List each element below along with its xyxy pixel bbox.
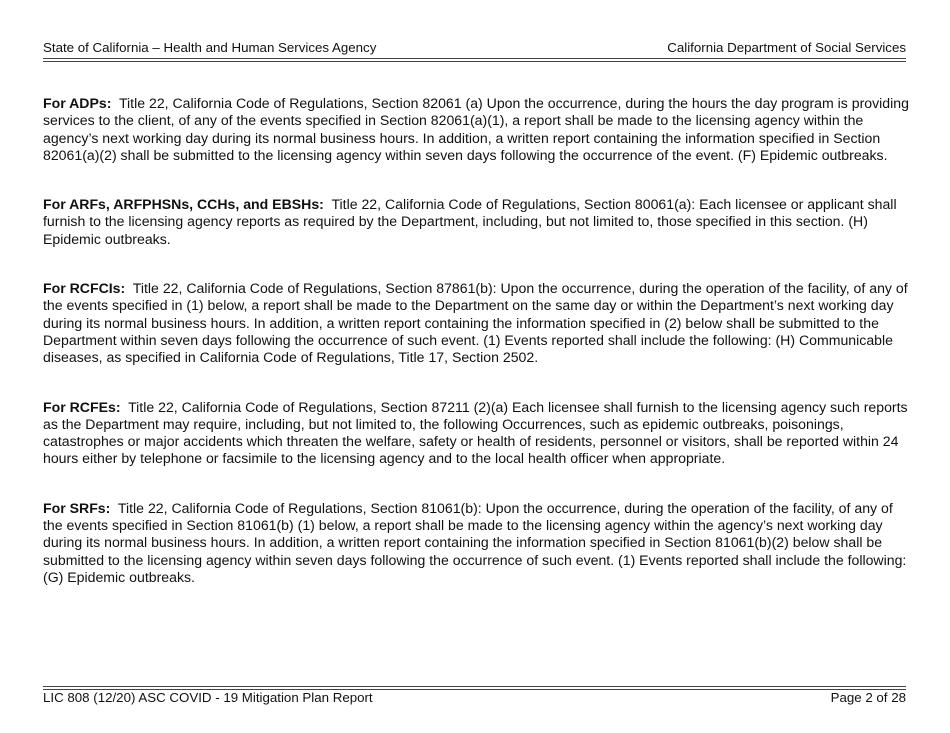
paragraph-rcfes [43, 399, 910, 468]
paragraph-text: Title 22, California Code of Regulations, Section 80061(a): Each licensee or applicant shall furnish to the licensing agency reports as required by the Department, including, but not limited to, those specified in this section. (H) Epidemic outbreaks. [43, 196, 897, 247]
paragraph-label: For SRFs: [43, 499, 111, 516]
paragraph-text: Title 22, California Code of Regulations, Section 87211 (2)(a) Each licensee shall furnish to the licensing agency such reports as the Department may require, including, but not limited to, the following Occurrences, such as epidemic outbreaks, poisonings, catastrophes or major accidents which threaten the welfare, safety or health of residents, personnel or visitors, shall be reported within 24 hours either by telephone or facsimile to the licensing agency and to the local health officer when appropriate. [43, 398, 908, 467]
header-agency: State of California – Health and Human Services Agency [43, 40, 377, 55]
paragraph-label: For ADPs: [43, 95, 112, 111]
paragraph-label: For ARFs, ARFPHSNs, CCHs, and EBSHs: [43, 196, 324, 213]
paragraph-rcfcis [43, 280, 910, 366]
paragraph-text: Title 22, California Code of Regulations, Section 87861(b): Upon the occurrence, during the operation of the facility, of any of the events specified in (1) below, a report shall be made to the Department on the same day or within the Department’s next working day during its normal business hours. In addition, a written report containing the information specified in (2) below shall be submitted to the Department within seven days following the occurrence of such event. (1) Events reported shall include the following: (H) Communicable diseases, as specified in California Code of Regulations, Title 17, Section 2502. [43, 280, 908, 366]
paragraph-label: For RCFEs: [43, 398, 121, 415]
footer-divider [43, 686, 906, 687]
header-department: California Department of Social Services [667, 40, 906, 55]
paragraph-arfs [43, 196, 910, 248]
paragraph-srfs [43, 500, 910, 586]
paragraph-text: Title 22, California Code of Regulations, Section 81061(b): Upon the occurrence, during the operation of the facility, of any of the events specified in Section 81061(b) (1) below, a report shall be made to the licensing agency within the agency’s next working day during its normal business hours. In addition, a written report containing the information specified in Section 81061(b)(2) below shall be submitted to the licensing agency within seven days following the occurrence of such event. (1) Events reported shall include the following: (G) Epidemic outbreaks. [43, 499, 907, 585]
document-body [43, 95, 910, 618]
paragraph-text: Title 22, California Code of Regulations, Section 82061 (a) Upon the occurrence, during the hours the day program is providing services to the client, of any of the events specified in Section 82061(a)(1), a report shall be made to the licensing agency within the agency’s next working day during its normal business hours. In addition, a written report containing the information specified in Section 82061(a)(2) shall be submitted to the licensing agency within seven days following the occurrence of the event. (F) Epidemic outbreaks. [43, 95, 909, 163]
page-header [43, 40, 906, 60]
paragraph-adps [43, 95, 910, 164]
footer-form-id: LIC 808 (12/20) ASC COVID - 19 Mitigation Plan Report [43, 690, 373, 705]
page-number: Page 2 of 28 [830, 690, 906, 705]
header-divider [43, 58, 906, 59]
paragraph-label: For RCFCIs: [43, 280, 126, 297]
